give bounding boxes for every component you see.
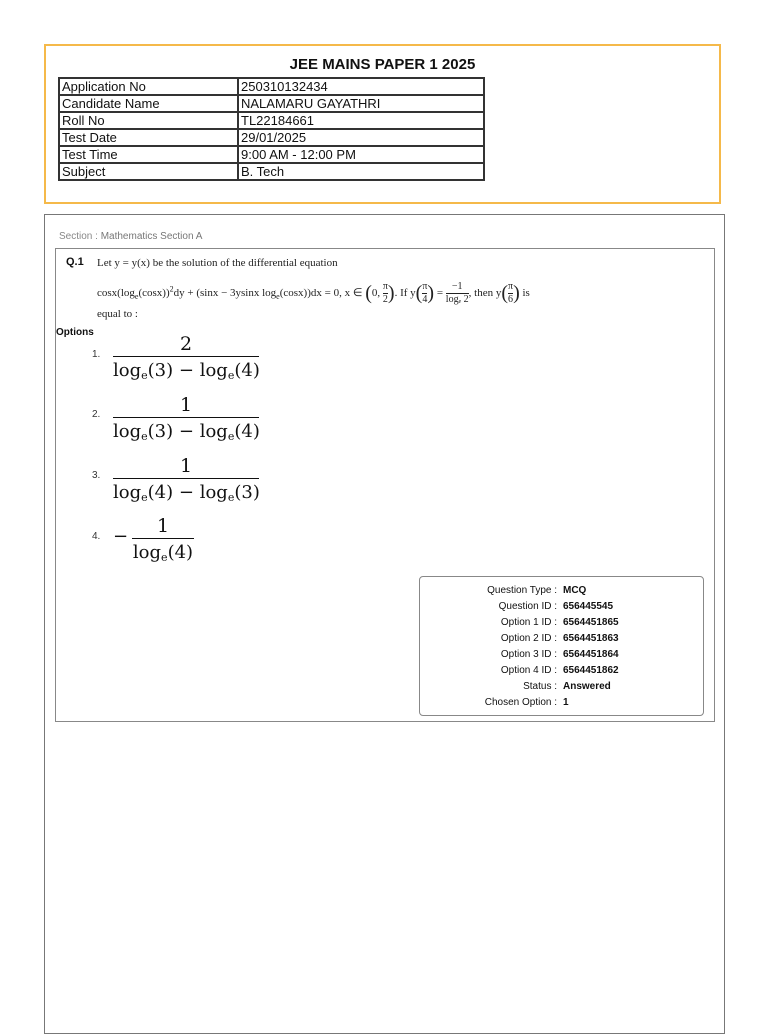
- meta-row: Option 4 ID : 6564451862: [500, 665, 619, 676]
- meta-row: Chosen Option : 1: [484, 697, 569, 708]
- condition-fraction: $\frac{\pi}{4}$: [422, 281, 428, 305]
- row-label: Candidate Name: [59, 95, 238, 112]
- option-numerator: 1: [156, 515, 170, 537]
- option-denominator: $\log_e(4) - \log_e(3)$: [113, 482, 260, 504]
- meta-row: Option 2 ID : 6564451863: [500, 633, 619, 644]
- table-row: [59, 163, 484, 180]
- row-value: 9:00 AM - 12:00 PM: [238, 146, 484, 163]
- option-4-fraction: [132, 515, 194, 569]
- option-denominator: $\log_e(3) - \log_e(4)$: [113, 421, 260, 443]
- row-value: B. Tech: [238, 163, 484, 180]
- candidate-info-table: [58, 77, 485, 181]
- row-value: TL22184661: [238, 112, 484, 129]
- meta-row: Question ID : 656445545: [498, 601, 614, 612]
- option-numerator: 1: [179, 455, 193, 477]
- option-2-fraction: [113, 394, 259, 448]
- table-row: [59, 78, 484, 95]
- meta-row: Status : Answered: [523, 681, 611, 692]
- question-meta-box: [419, 576, 704, 716]
- option-denominator: $\log_e(3) - \log_e(4)$: [113, 360, 260, 382]
- meta-row: Option 1 ID : 6564451865: [500, 617, 619, 628]
- table-row: [59, 129, 484, 146]
- target-fraction: $\frac{\pi}{6}$: [508, 281, 514, 305]
- table-row: [59, 95, 484, 112]
- section-prefix: Section :: [59, 231, 98, 242]
- option-1-number: 1.: [92, 349, 101, 360]
- option-4-sign: −: [113, 526, 129, 547]
- row-label: Subject: [59, 163, 238, 180]
- row-value: 29/01/2025: [238, 129, 484, 146]
- option-3-fraction: [113, 455, 259, 509]
- question-text-line3: equal to :: [97, 308, 138, 320]
- row-value: 250310132434: [238, 78, 484, 95]
- question-number: Q.1: [66, 256, 84, 268]
- row-label: Roll No: [59, 112, 238, 129]
- option-numerator: 2: [179, 333, 193, 355]
- option-4-number: 4.: [92, 531, 101, 542]
- option-denominator: $\log_e(4)$: [132, 542, 194, 564]
- section-name: Mathematics Section A: [100, 231, 203, 242]
- option-2-number: 2.: [92, 409, 101, 420]
- section-label: [59, 231, 202, 242]
- paper-title: JEE MAINS PAPER 1 2025: [289, 56, 476, 73]
- option-1-fraction: [113, 333, 259, 387]
- row-value: NALAMARU GAYATHRI: [238, 95, 484, 112]
- option-3-number: 3.: [92, 470, 101, 481]
- row-label: Application No: [59, 78, 238, 95]
- options-label: Options: [56, 327, 94, 338]
- interval-fraction: $\frac{\pi}{2}$: [382, 281, 388, 305]
- condition-rhs-fraction: $\frac{-1}{\text{logₑ 2}}$: [445, 281, 469, 305]
- table-row: [59, 112, 484, 129]
- row-label: Test Date: [59, 129, 238, 146]
- table-row: [59, 146, 484, 163]
- question-text-line1: Let y = y(x) be the solution of the differential equation: [97, 257, 338, 269]
- row-label: Test Time: [59, 146, 238, 163]
- option-numerator: 1: [179, 394, 193, 416]
- meta-row: Option 3 ID : 6564451864: [500, 649, 619, 660]
- candidate-header: [44, 44, 721, 204]
- question-text-line2: $\cos x(\log_e(\cos x))^2dy + (\sin x - 3ysinx$ $\log_e(\cos x))dx = 0$, x ∈ (0, $\frac{\pi}{2}$). If $y(\frac{\pi}{4}) = \frac{-1}{\text{logₑ 2}}$, then $y(\frac{\pi}{6})$ is: [97, 281, 530, 305]
- meta-row: Question Type : MCQ: [487, 585, 587, 596]
